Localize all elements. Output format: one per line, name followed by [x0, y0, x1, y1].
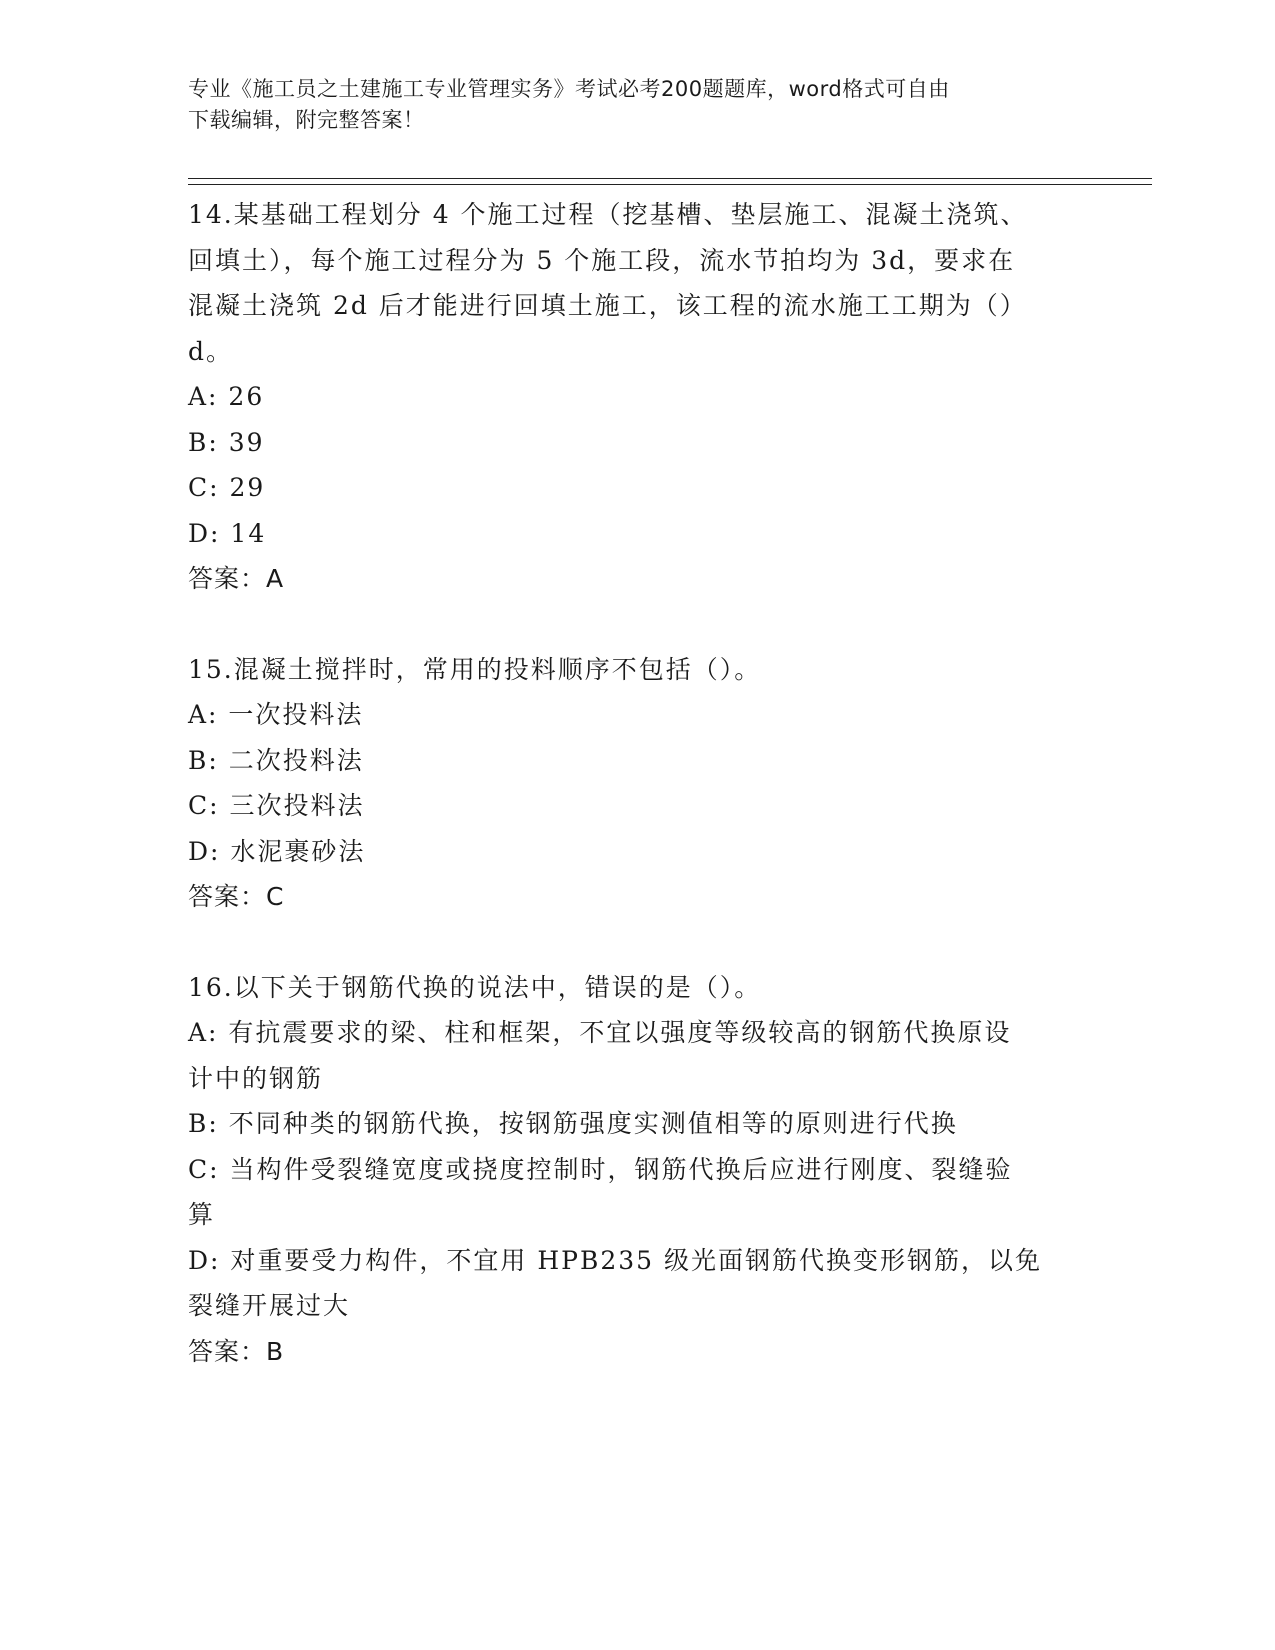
option-b: B: 二次投料法 [188, 745, 364, 775]
question-15 [188, 647, 1088, 920]
header-line: 下载编辑，附完整答案！ [188, 108, 425, 132]
question-list [188, 192, 1088, 1374]
header-rule-top [188, 178, 1152, 179]
question-14 [188, 192, 1088, 602]
option-c: C: 29 [188, 473, 266, 502]
option-a: A: 26 [188, 382, 265, 411]
question-16 [188, 965, 1088, 1375]
question-stem-line: 混凝土浇筑 2d 后才能进行回填土施工，该工程的流水施工工期为（） [188, 291, 1027, 320]
header-rule-bottom [188, 184, 1152, 185]
option-c-continued: 算 [188, 1200, 216, 1229]
option-b: B: 39 [188, 427, 265, 457]
option-d: D: 对重要受力构件，不宜用 HPB235 级光面钢筋代换变形钢筋，以免 [188, 1245, 1043, 1275]
answer-line: 答案：C [188, 882, 285, 911]
question-stem-line: d。 [188, 336, 234, 366]
option-a: A: 一次投料法 [188, 700, 364, 729]
option-a-continued: 计中的钢筋 [188, 1063, 324, 1093]
document-header [188, 74, 1068, 136]
option-d-continued: 裂缝开展过大 [188, 1291, 351, 1320]
option-c: C: 当构件受裂缝宽度或挠度控制时，钢筋代换后应进行刚度、裂缝验 [188, 1154, 1013, 1184]
question-spacer [188, 920, 1088, 965]
option-c: C: 三次投料法 [188, 791, 365, 820]
option-d: D: 14 [188, 518, 267, 548]
header-line: 专业《施工员之土建施工专业管理实务》考试必考200题题库，word格式可自由 [188, 77, 950, 101]
question-stem-line: 14.某基础工程划分 4 个施工过程（挖基槽、垫层施工、混凝土浇筑、 [188, 200, 1028, 229]
option-a: A: 有抗震要求的梁、柱和框架，不宜以强度等级较高的钢筋代换原设 [188, 1018, 1012, 1047]
question-stem-line: 15.混凝土搅拌时，常用的投料顺序不包括（）。 [188, 654, 762, 684]
question-stem-line: 回填土），每个施工过程分为 5 个施工段，流水节拍均为 3d，要求在 [188, 245, 1016, 275]
answer-line: 答案：A [188, 564, 285, 593]
option-d: D: 水泥裹砂法 [188, 836, 366, 866]
option-b: B: 不同种类的钢筋代换，按钢筋强度实测值相等的原则进行代换 [188, 1109, 958, 1138]
answer-line: 答案：B [188, 1336, 285, 1366]
question-spacer [188, 602, 1088, 647]
question-stem-line: 16.以下关于钢筋代换的说法中，错误的是（）。 [188, 972, 762, 1002]
